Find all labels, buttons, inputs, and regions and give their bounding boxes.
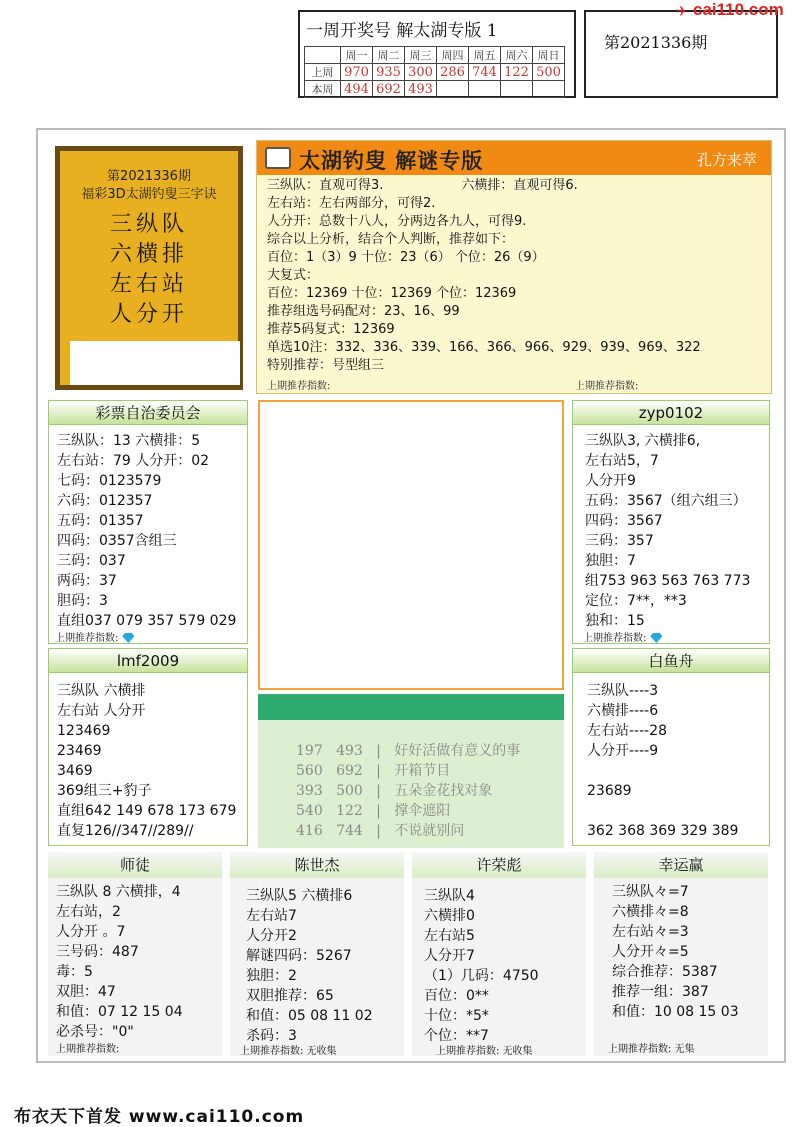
analysis-row: 百位：1（3）9 十位：23（6） 个位：26（9） [267, 250, 545, 265]
day-header: 周六 [501, 47, 533, 64]
expert-foot: 上期推荐指数: 无收集 [240, 1046, 337, 1057]
expert-line: 人分开----9 [587, 743, 659, 759]
expert-line: 双胆：47 [56, 984, 116, 1000]
diamond-icon [650, 633, 662, 643]
expert-line: 和值：07 12 15 04 [56, 1004, 183, 1020]
riddle-row: 540 122 | 撑伞遮阳 [296, 803, 451, 819]
expert-line: 左右站，2 [56, 904, 121, 920]
expert-line: 定位：7**，**3 [585, 593, 687, 609]
analysis-panel [256, 140, 772, 394]
expert-line: 直组037 079 357 579 029 [57, 613, 237, 629]
expert-box-caipiao [48, 400, 248, 644]
expert-foot: 上期推荐指数: 无集 [608, 1044, 695, 1055]
expert-body [57, 431, 236, 631]
row-label: 上周 [305, 64, 341, 81]
expert-box-lmf [48, 648, 248, 846]
expert-line: 解谜四码：5267 [246, 948, 352, 964]
expert-line: 推荐一组：387 [612, 984, 709, 1000]
center-blank-panel [258, 400, 564, 690]
result-cell: 300 [405, 64, 437, 81]
expert-line: 人分开2 [246, 928, 297, 944]
expert-line: 独和：15 [585, 613, 645, 629]
poster-subtitle: 福彩3D太湖钓叟三字诀 [81, 187, 217, 202]
analysis-foot-right: 上期推荐指数: [575, 381, 639, 392]
analysis-row: 推荐组选号码配对：23、16、99 [267, 304, 460, 319]
expert-line: 和值：10 08 15 03 [612, 1004, 739, 1020]
day-header: 周五 [469, 47, 501, 64]
expert-line: 毒：5 [56, 964, 93, 980]
expert-name: lmf2009 [49, 649, 247, 673]
poster-line: 三纵队 [109, 212, 188, 237]
analysis-row: 三纵队：直观可得3. 六横排：直观可得6. [267, 178, 578, 193]
analysis-row: 推荐5码复式：12369 [267, 322, 395, 337]
expert-line: 左右站5 [424, 928, 475, 944]
analysis-row: 综合以上分析，结合个人判断，推荐如下： [267, 232, 515, 247]
day-header: 周四 [437, 47, 469, 64]
expert-line [587, 761, 738, 781]
expert-body [585, 431, 750, 631]
expert-line: 362 368 369 329 389 [587, 823, 739, 839]
expert-line: 两码：37 [57, 573, 117, 589]
result-cell: 493 [405, 81, 437, 98]
poster-period: 第2021336期 [107, 169, 191, 184]
result-cell [501, 81, 533, 98]
expert-line: 百位：0** [424, 988, 489, 1004]
weekly-results-title: 一周开奖号 解太湖专版 1 [306, 21, 498, 41]
poster-blank-area [70, 341, 240, 385]
expert-body [612, 882, 739, 1022]
expert-body [587, 681, 738, 841]
expert-name: zyp0102 [573, 401, 769, 425]
poster [55, 146, 243, 390]
poster-line: 人分开 [109, 302, 188, 327]
expert-name: 幸运赢 [594, 852, 768, 878]
expert-line: 六横排----6 [587, 703, 659, 719]
analysis-title: 太湖钓叟 解谜专版 [299, 148, 484, 173]
bottom-box-shitu [48, 852, 222, 1056]
weekly-results-table [304, 46, 565, 98]
expert-line: 左右站7 [246, 908, 297, 924]
result-cell: 122 [501, 64, 533, 81]
expert-line: 人分开々=5 [612, 944, 689, 960]
poster-line: 左右站 [109, 272, 188, 297]
center-riddle-list [258, 720, 564, 848]
expert-line: 人分开 。7 [56, 924, 126, 940]
expert-line: 综合推荐：5387 [612, 964, 718, 980]
expert-line: 三纵队：13 六横排：5 [57, 433, 201, 449]
day-header: 周三 [405, 47, 437, 64]
footer-text: 布衣天下首发 www.cai110.com [14, 1107, 305, 1127]
expert-line: 独胆：2 [246, 968, 297, 984]
expert-name: 彩票自治委员会 [49, 401, 247, 425]
expert-line: 左右站 人分开 [57, 703, 146, 719]
expert-line: 三纵队----3 [587, 683, 659, 699]
expert-line: 四码：0357含组三 [57, 533, 177, 549]
result-cell [533, 81, 565, 98]
riddle-row: 197 493 | 好好活做有意义的事 [296, 743, 521, 759]
analysis-author: 孔方来萃 [696, 151, 757, 169]
expert-line: 必杀号："0" [56, 1024, 134, 1040]
expert-line: 三纵队 六横排 [57, 683, 146, 699]
riddle-row: 416 744 | 不说就别问 [296, 823, 465, 839]
expert-line: 123469 [57, 723, 111, 739]
expert-line: 和值：05 08 11 02 [246, 1008, 373, 1024]
analysis-row: 左右站：左右两部分，可得2. [267, 196, 436, 211]
expert-line: （1）几码：4750 [424, 968, 539, 984]
result-cell: 494 [341, 81, 373, 98]
expert-body [246, 886, 373, 1046]
expert-line: 双胆推荐：65 [246, 988, 334, 1004]
expert-line: 七码：0123579 [57, 473, 162, 489]
expert-box-zyp [572, 400, 770, 644]
expert-line: 三纵队3, 六横排6, [585, 433, 701, 449]
expert-name: 许荣彪 [412, 852, 586, 878]
expert-line: 人分开9 [585, 473, 636, 489]
period-label: 第2021336期 [604, 33, 708, 52]
expert-line: 三号码：487 [56, 944, 139, 960]
expert-line: 左右站5，7 [585, 453, 659, 469]
expert-body [56, 882, 183, 1042]
poster-line: 六横排 [109, 242, 188, 267]
logo-icon: ✈ [676, 4, 688, 20]
site-logo[interactable]: cai110.com [693, 0, 784, 19]
analysis-row: 特别推荐：号型组三 [267, 358, 385, 373]
expert-line: 五码：01357 [57, 513, 144, 529]
result-cell: 692 [373, 81, 405, 98]
expert-foot: 上期推荐指数: [55, 629, 134, 644]
expert-line: 直复126//347//289// [57, 823, 194, 839]
analysis-row: 单选10注：332、336、339、166、366、966、929、939、969、322 [267, 340, 701, 355]
riddle-row: 393 500 | 五朵金花找对象 [296, 783, 493, 799]
expert-body [424, 886, 539, 1046]
expert-line: 三纵队5 六横排6 [246, 888, 353, 904]
result-cell: 744 [469, 64, 501, 81]
result-cell: 970 [341, 64, 373, 81]
bottom-box-xingyunying [594, 852, 768, 1056]
analysis-body [267, 177, 701, 375]
expert-line: 369组三+豹子 [57, 783, 152, 799]
expert-foot: 上期推荐指数: [583, 629, 662, 644]
day-header: 周一 [341, 47, 373, 64]
analysis-header [257, 141, 771, 175]
weekly-results-box [298, 10, 576, 98]
expert-line: 六横排0 [424, 908, 475, 924]
expert-line: 胆码：3 [57, 593, 108, 609]
row-label: 本周 [305, 81, 341, 98]
expert-line: 23689 [587, 783, 632, 799]
analysis-row: 大复式： [267, 268, 320, 283]
result-cell: 935 [373, 64, 405, 81]
day-header: 周日 [533, 47, 565, 64]
expert-line: 独胆：7 [585, 553, 636, 569]
period-box [584, 10, 778, 98]
expert-line: 杀码：3 [246, 1028, 297, 1044]
center-green-bar [258, 694, 564, 720]
result-cell [437, 81, 469, 98]
expert-line: 三纵队々=7 [612, 884, 689, 900]
document-icon [265, 147, 291, 169]
result-cell: 500 [533, 64, 565, 81]
expert-line: 3469 [57, 763, 93, 779]
result-cell: 286 [437, 64, 469, 81]
expert-line: 十位：*5* [424, 1008, 489, 1024]
riddle-row: 560 692 | 开箱节目 [296, 763, 451, 779]
bottom-box-chenshijie [230, 852, 404, 1056]
expert-name: 师徒 [48, 852, 222, 878]
expert-line: 三码：357 [585, 533, 654, 549]
expert-line: 个位：**7 [424, 1028, 489, 1044]
expert-box-baiyuzhou [572, 648, 770, 846]
expert-line: 左右站々=3 [612, 924, 689, 940]
expert-line: 左右站----28 [587, 723, 668, 739]
expert-line: 五码：3567（组六组三） [585, 493, 747, 509]
expert-foot: 上期推荐指数: 无收集 [436, 1046, 533, 1057]
expert-body [57, 681, 236, 841]
result-cell [469, 81, 501, 98]
expert-name: 白鱼舟 [573, 649, 769, 673]
expert-foot: 上期推荐指数: [56, 1044, 120, 1055]
bottom-box-xurongbiao [412, 852, 586, 1056]
expert-line: 组753 963 563 763 773 [585, 573, 751, 589]
expert-name: 陈世杰 [230, 852, 404, 878]
expert-line: 直组642 149 678 173 679 [57, 803, 237, 819]
expert-line [587, 801, 738, 821]
expert-line: 三纵队 8 六横排，4 [56, 884, 181, 900]
analysis-row: 人分开：总数十八人，分两边各九人，可得9. [267, 214, 527, 229]
expert-line: 三码：037 [57, 553, 126, 569]
day-header: 周二 [373, 47, 405, 64]
expert-line: 六横排々=8 [612, 904, 689, 920]
expert-line: 四码：3567 [585, 513, 663, 529]
diamond-icon [122, 633, 134, 643]
expert-line: 人分开7 [424, 948, 475, 964]
expert-line: 三纵队4 [424, 888, 475, 904]
analysis-row: 百位：12369 十位：12369 个位：12369 [267, 286, 517, 301]
analysis-foot-left: 上期推荐指数: [267, 381, 331, 392]
expert-line: 左右站：79 人分开：02 [57, 453, 210, 469]
expert-line: 23469 [57, 743, 102, 759]
expert-line: 六码：012357 [57, 493, 153, 509]
